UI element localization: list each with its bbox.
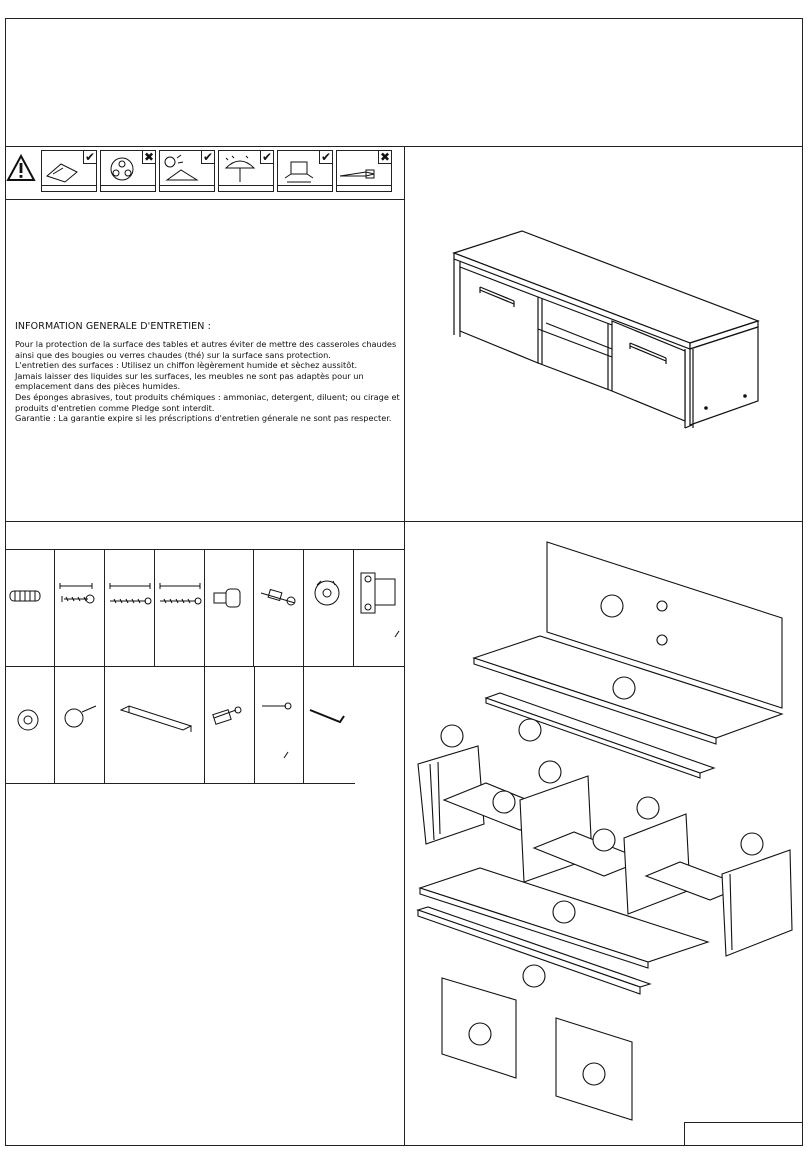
care-symbol-chemicals — [100, 150, 156, 192]
cam-lock-icon — [305, 549, 353, 659]
care-line: Garantie : La garantie expire si les préscriptions d'entretien génerale ne sont pas respecter. — [15, 413, 392, 424]
hardware-round-knob — [5, 666, 55, 783]
check-icon: ✔ — [261, 150, 273, 164]
hardware-hinge — [354, 549, 404, 666]
sharp-tool-icon — [338, 154, 378, 184]
care-line: ainsi que des bougies ou verres chaudes (thé) sur la surface sans protection. — [15, 349, 331, 360]
dowel-icon — [6, 549, 54, 659]
symbol-strip — [277, 186, 333, 192]
hardware-handle — [105, 666, 205, 783]
long-screw-icon — [106, 549, 154, 659]
exploded-assembly-illustration — [412, 538, 798, 1123]
care-line: Des éponges abrasives, tout produits chémiques : ammoniac, detergent, diluent; ou cirage et — [15, 391, 400, 402]
hardware-shelf-pin — [205, 549, 254, 666]
care-line: L'entretien des surfaces : Utilisez un chiffon lègèrement humide et sèchez aussitôt. — [15, 360, 358, 371]
short-screw-icon — [56, 549, 104, 659]
hinge-icon — [355, 549, 403, 659]
column-divider — [404, 146, 405, 1146]
right-side-panel — [722, 850, 792, 956]
cross-icon: ✖ — [143, 150, 155, 164]
symbol-strip — [336, 186, 392, 192]
care-line: Pour la protection de la surface des tables et autres éviter de mettre des casseroles chaudes — [15, 339, 397, 349]
care-line: emplacement dans des pièces humides. — [15, 381, 181, 392]
symbol-strip — [41, 186, 97, 192]
hardware-handle-screw — [205, 666, 255, 783]
care-line: Jamais laisser des liquides sur les surfaces, les meubles ne sont pas adaptès pour un — [15, 370, 364, 381]
round-knob-icon — [6, 666, 54, 776]
label-box — [684, 1122, 803, 1146]
handle-icon — [107, 666, 203, 776]
symbol-strip — [218, 186, 274, 192]
handle-screw-icon — [206, 666, 254, 776]
long-screw-icon — [156, 549, 204, 659]
care-symbol-humidity — [218, 150, 274, 192]
symbol-strip — [159, 186, 215, 192]
hardware-long-screw — [105, 549, 155, 666]
symbols-divider — [5, 199, 404, 200]
nail-icon — [256, 666, 304, 776]
cam-bolt-icon — [255, 549, 303, 659]
care-line: produits d'entretien comme Pledge sont interdit. — [15, 402, 215, 413]
assembled-tv-stand-illustration — [440, 225, 770, 435]
symbol-strip — [100, 186, 156, 192]
care-symbol-direct-sun — [159, 150, 215, 192]
care-symbol-load-handling — [277, 150, 333, 192]
cross-icon: ✖ — [379, 150, 391, 164]
check-icon: ✔ — [202, 150, 214, 164]
care-symbol-sharp-tool — [336, 150, 392, 192]
hardware-allen-key — [304, 666, 355, 783]
care-symbol-soft-cloth — [41, 150, 97, 192]
hardware-nail — [255, 666, 304, 783]
knob-icon — [56, 666, 104, 776]
hardware-knob — [55, 666, 105, 783]
chemicals-icon — [102, 154, 142, 184]
hardware-cam-lock — [304, 549, 354, 666]
load-handling-icon — [279, 154, 319, 184]
humidity-icon — [220, 154, 260, 184]
shelf-pin-icon — [206, 549, 254, 659]
soft-cloth-icon — [43, 154, 83, 184]
warning-icon — [6, 154, 36, 182]
hardware-cam-bolt — [254, 549, 304, 666]
hardware-long-screw — [155, 549, 205, 666]
hardware-bottom-line — [5, 783, 355, 784]
care-information — [15, 321, 407, 424]
allen-key-icon — [306, 666, 354, 776]
direct-sun-icon — [161, 154, 201, 184]
check-icon: ✔ — [320, 150, 332, 164]
care-title: INFORMATION GENERALE D'ENTRETIEN : — [15, 321, 211, 332]
hardware-short-screw — [55, 549, 105, 666]
hardware-dowel — [5, 549, 55, 666]
check-icon: ✔ — [84, 150, 96, 164]
